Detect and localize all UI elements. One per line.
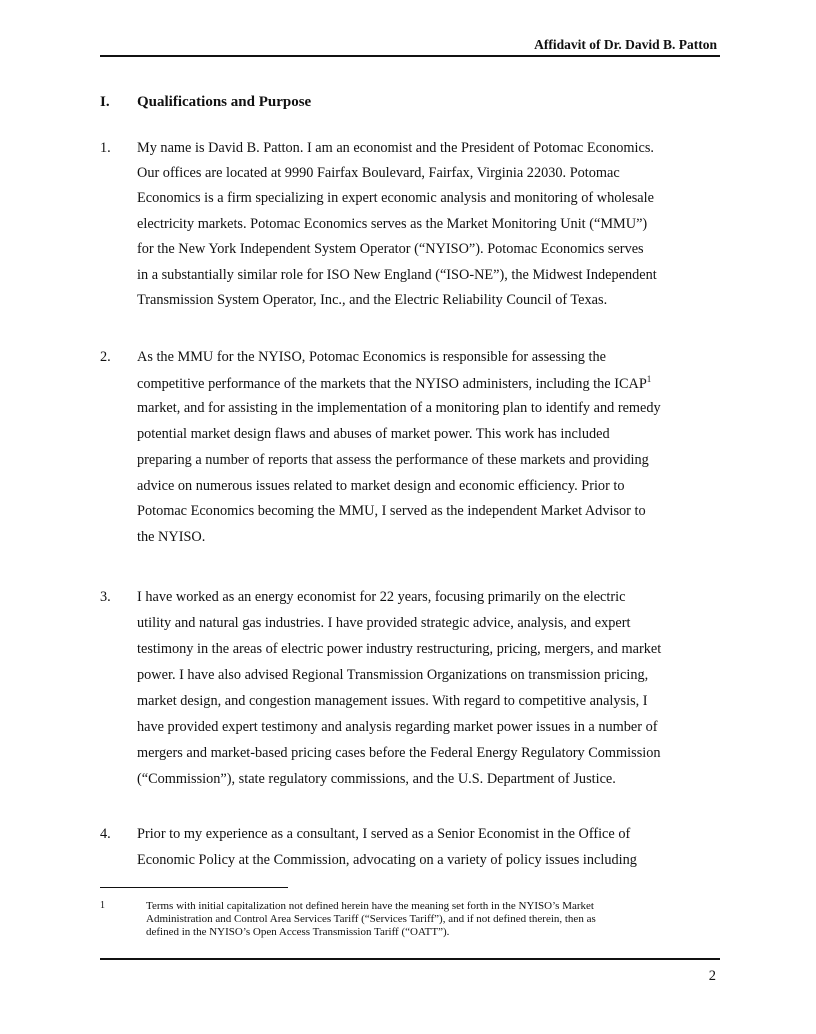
footnote-line: defined in the NYISO’s Open Access Transmission Tariff (“OATT”). (146, 926, 450, 938)
footnote-reference: 1 (646, 374, 652, 384)
paragraph-number: 4. (100, 826, 111, 842)
section-heading (100, 94, 311, 111)
paragraph-line: (“Commission”), state regulatory commissions, and the U.S. Department of Justice. (137, 771, 616, 787)
paragraph-line: advice on numerous issues related to market design and economic efficiency. Prior to (137, 478, 625, 494)
section-number: I. (100, 94, 110, 110)
paragraph-line: My name is David B. Patton. I am an economist and the President of Potomac Economics. (137, 140, 654, 156)
section-title: Qualifications and Purpose (137, 94, 312, 110)
footnote-number: 1 (100, 900, 105, 911)
paragraph-line: have provided expert testimony and analysis regarding market power issues in a number of (137, 719, 658, 735)
paragraph-line: I have worked as an energy economist for 22 years, focusing primarily on the electric (137, 589, 626, 605)
footer-rule (100, 958, 720, 960)
paragraph-line: Potomac Economics becoming the MMU, I served as the independent Market Advisor to (137, 503, 646, 519)
paragraph-line: testimony in the areas of electric power industry restructuring, pricing, mergers, and market (137, 641, 662, 657)
paragraph-line: Economic Policy at the Commission, advocating on a variety of policy issues including (137, 852, 637, 868)
paragraph-line: market, and for assisting in the implementation of a monitoring plan to identify and remedy (137, 400, 661, 416)
header-title: Affidavit of Dr. David B. Patton (534, 37, 717, 52)
paragraph-line: potential market design flaws and abuses of market power. This work has included (137, 426, 610, 442)
paragraph-line: power. I have also advised Regional Transmission Organizations on transmission pricing, (137, 667, 649, 683)
paragraph-line: As the MMU for the NYISO, Potomac Economics is responsible for assessing the (137, 349, 606, 365)
paragraph-line: the NYISO. (137, 529, 206, 545)
paragraph-number: 3. (100, 589, 111, 605)
paragraph-line: electricity markets. Potomac Economics serves as the Market Monitoring Unit (“MMU”) (137, 216, 648, 232)
paragraph-line: market design, and congestion management issues. With regard to competitive analysis, I (137, 693, 648, 709)
paragraph-line: Economics is a firm specializing in expert economic analysis and monitoring of wholesale (137, 190, 654, 206)
paragraph-line: Transmission System Operator, Inc., and the Electric Reliability Council of Texas. (137, 292, 608, 308)
paragraph-line: competitive performance of the markets that the NYISO administers, including the ICAP$^1$ (137, 374, 652, 392)
paragraph-line: Prior to my experience as a consultant, I served as a Senior Economist in the Office of (137, 826, 631, 842)
paragraph-line: for the New York Independent System Operator (“NYISO”). Potomac Economics serves (137, 241, 644, 257)
footnote-separator (100, 887, 288, 888)
paragraph-line: in a substantially similar role for ISO New England (“ISO-NE”), the Midwest Independent (137, 267, 657, 283)
header-rule (100, 55, 720, 57)
footnote-line: Administration and Control Area Services Tariff (“Services Tariff”), and if not defined therein, then as (146, 913, 596, 925)
footnote-line: Terms with initial capitalization not defined herein have the meaning set forth in the NYISO’s Market (146, 900, 594, 912)
paragraph-line: Our offices are located at 9990 Fairfax Boulevard, Fairfax, Virginia 22030. Potomac (137, 165, 620, 181)
paragraph-number: 1. (100, 140, 111, 156)
paragraph-number: 2. (100, 349, 111, 365)
page-number: 2 (708, 968, 716, 984)
paragraph-line: utility and natural gas industries. I have provided strategic advice, analysis, and expert (137, 615, 631, 631)
paragraph-line: preparing a number of reports that assess the performance of these markets and providing (137, 452, 649, 468)
paragraph-line: mergers and market-based pricing cases before the Federal Energy Regulatory Commission (137, 745, 661, 761)
